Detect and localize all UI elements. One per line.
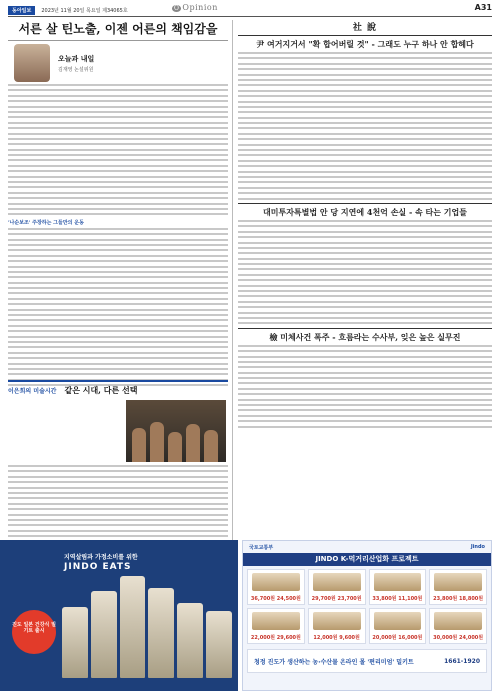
editorial-title-3: 檢 미체사건 폭주 - 흐름라는 수사부, 잊은 높은 실무진 [269, 331, 461, 342]
column-headline: 서른 살 틴노출, 이젠 어른의 책임감을 [18, 22, 218, 36]
ad-badge: 진도 일본 건강식 빌기트 출시 [12, 610, 56, 654]
author-photo [14, 44, 50, 82]
ad-jindo-k-food[interactable] [242, 540, 492, 691]
promo-text: 청정 진도가 생산하는 농·수산물 온라인 몰 '편리미엄' 밀키트 [254, 658, 414, 666]
phone-number[interactable]: 1661-1920 [444, 657, 480, 665]
product-card[interactable]: 30,000원 24,000원 [429, 608, 487, 644]
column-body-text [8, 84, 228, 215]
column-subhead: '나순보조' 주장하는 그들만의 운동 [8, 219, 84, 226]
divider [238, 328, 492, 329]
ad-brand: JINDO EATS [64, 562, 132, 572]
card-author: 이은희의 미술시간 [8, 388, 57, 395]
opinion-o-icon: O [174, 5, 180, 12]
product-card[interactable]: 20,000원 16,000원 [369, 608, 427, 644]
card-header [8, 380, 228, 396]
divider [8, 16, 492, 17]
editorial-title-1: 尹 여거지거서 "확 합어버릴 것" - 그래도 누구 하나 안 합헤다 [256, 39, 474, 49]
editorial-body-1 [238, 52, 492, 200]
editorial-body-3 [238, 345, 492, 428]
masthead [8, 4, 492, 16]
issue-info: 2023년 11월 20일 목요일 제34065호 [41, 7, 128, 14]
ad-footer [247, 649, 487, 673]
column-left [8, 20, 228, 389]
ministry-logo: 국토교통부 [249, 544, 274, 551]
art-column-card [8, 380, 228, 562]
ad-title: JINDO K-먹거리산업화 프로젝트 [243, 553, 491, 566]
column-body-text [8, 228, 228, 386]
jindo-logo: Jindo [470, 544, 485, 550]
product-card[interactable]: 22,000원 29,600원 [247, 608, 305, 644]
editorial-body-2 [238, 220, 492, 324]
section-title: O Opinion [174, 3, 218, 12]
product-images [62, 576, 232, 678]
product-card[interactable]: 23,800원 18,800원 [429, 569, 487, 605]
divider [238, 203, 492, 204]
product-card[interactable]: 12,000원 9,600원 [308, 608, 366, 644]
author-role: 김재영 논설위원 [58, 67, 94, 73]
editorial-label: 社 說 [352, 23, 378, 33]
divider [8, 40, 228, 41]
ad-header [243, 541, 491, 553]
divider [238, 35, 492, 36]
ad-title: 지역살림과 가정소비를 위한 [64, 554, 138, 561]
product-grid [243, 566, 491, 647]
product-card[interactable]: 29,700원 23,700원 [308, 569, 366, 605]
page-number: A31 [474, 3, 492, 12]
column-divider [232, 20, 233, 540]
brand-logo: 동아일보 [8, 6, 35, 15]
product-card[interactable]: 36,700원 24,500원 [247, 569, 305, 605]
author-name: 오늘과 내일 [58, 54, 95, 63]
author-row [8, 44, 228, 82]
product-card[interactable]: 33,800원 11,100원 [369, 569, 427, 605]
card-title: 같은 시대, 다른 선택 [64, 385, 138, 395]
editorial-title-2: 대미투자특별법 안 당 지연에 4천억 손실 - 속 타는 기업들 [263, 206, 467, 217]
author-info [58, 54, 94, 73]
ad-jindo-eats[interactable] [0, 540, 238, 691]
column-right [238, 20, 492, 431]
artwork-photo [126, 400, 226, 462]
